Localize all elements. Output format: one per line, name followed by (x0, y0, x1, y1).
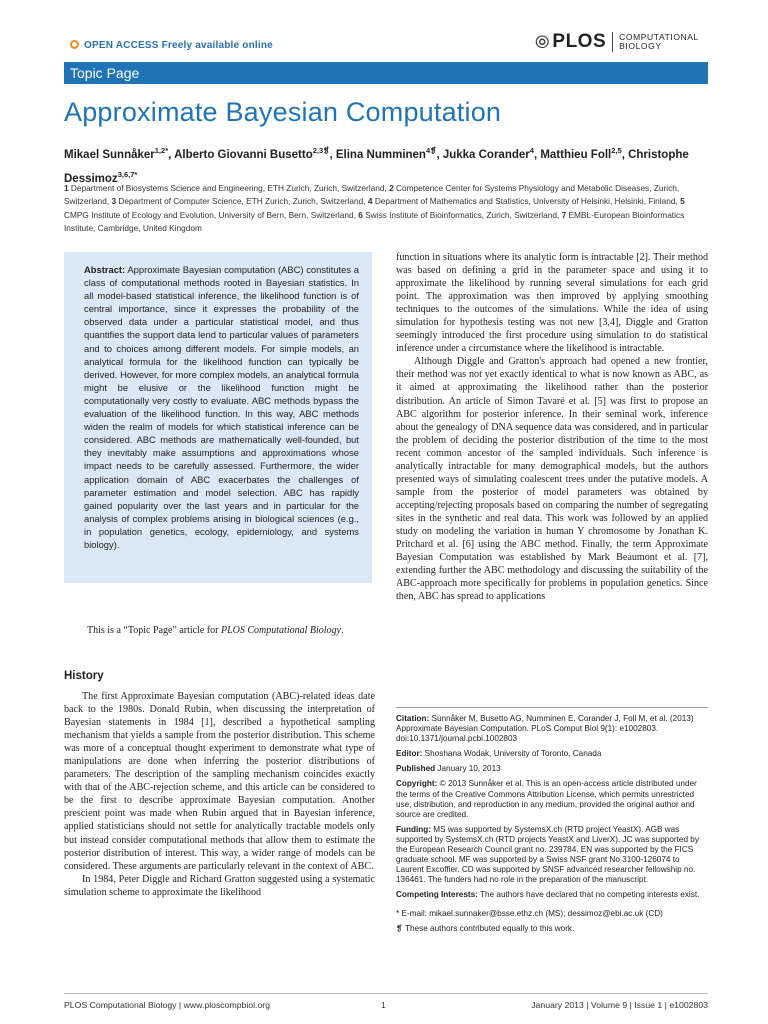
open-access-badge (68, 40, 273, 51)
author-list: Mikael Sunnåker$^{1,2*}$, Alberto Giovanni Busetto$^{2,3❡}$, Elina Numminen$^{4❡}$, Jukka Corander$^4$, Matthieu Foll$^{2,5}$, Christophe Dessimoz$^{3,6,7*}$ (64, 146, 689, 185)
journal-name-line1: COMPUTATIONAL (619, 32, 699, 42)
body-left-column (64, 690, 375, 899)
affiliation-number: 3 (111, 196, 119, 207)
affiliation-text: Swiss Institute of Bioinformatics, Zurich, Switzerland, (365, 209, 562, 220)
abstract-text: Approximate Bayesian computation (ABC) constitutes a class of computational methods rooted in Bayesian statistics. In all model-based statistical inference, the likelihood function is of central importance, since it expresses the probability of the observed data under a particular statistical model, and thus quantifies the support data lend to particular values of parameters and to choices among different models. For simple models, an analytical formula for the likelihood function can typically be derived. However, for more complex models, an analytical formula might be elusive or the likelihood function might be computationally very costly to evaluate. ABC methods bypass the evaluation of the likelihood function. In this way, ABC methods widen the realm of models for which statistical inference can be considered. ABC methods are mathematically well-founded, but they inevitably make assumptions and approximations whose impact needs to be carefully assessed. Furthermore, the wider application domain of ABC exacerbates the challenges of parameter estimation and model selection. ABC has rapidly gained popularity over the last years and in particular for the analysis of complex problems arising in biological sciences (e.g., in population genetics, ecology, epidemiology, and systems biology). (84, 264, 360, 550)
body-paragraph: The first Approximate Bayesian computation (ABC)-related ideas date back to the 1980s. Donald Rubin, when discussing the interpretation of Bayesian statements in 1984 [1], described a hypothetical sampling mechanism that yields a sample from the posterior distribution. This scheme was more of a conceptual thought experiment to demonstrate what type of manipulations are done when inferring the posterior distributions of parameters. The description of the sampling mechanism coincides exactly with that of the ABC-rejection scheme, and this article can be considered to be the first to describe approximate Bayesian computation. Another prescient point was made when Rubin argued that in Bayesian inference, applied statisticians should not settle for analytically tractable models only but instead consider computational methods that allow them to estimate the posterior distribution of interest. This way, a wider range of models can be considered. These arguments are particularly relevant in the context of ABC. (64, 691, 375, 872)
footer-issue: January 2013 | Volume 9 | Issue 1 | e1002803 (531, 1000, 708, 1010)
open-access-label: OPEN ACCESS Freely available online (83, 40, 273, 51)
affiliation-number: 6 (358, 209, 366, 220)
body-paragraph: Although Diggle and Gratton's approach had opened a new frontier, their method was not yet exactly identical to what is now known as ABC, as it aimed at approximating the likelihood rather than the posterior distribution. An article of Simon Tavaré et al. [5] was first to propose an ABC algorithm for posterior inference. In their seminal work, inference about the genealogy of DNA sequence data was considered, and in particular the problem of deciding the posterior distribution of the time to the most recent common ancestor of the sampled individuals. Such inference is analytically intractable for many demographical models, but the authors presented ways of simulating coalescent trees under the putative models. A sample from the posterior of model parameters was obtained by accepting/rejecting proposals based on comparing the number of segregating sites in the synthetic and real data. This work was followed by an applied study on modeling the variation in human Y chromosome by Jonathan K. Pritchard et al. [6] using the ABC method. Finally, the term Approximate Bayesian Computation was established by Mark Beaumont et al. [7], extending further the ABC methodology and discussing the suitability of the ABC-approach more specifically for problems in population genetics. Since then, ABC has spread to applications (396, 356, 708, 603)
plos-logo-icon: ⦾ (535, 31, 550, 52)
page-number: 1 (381, 1000, 386, 1010)
email-contact[interactable]: * E-mail: mikael.sunnaker@bsse.ethz.ch (MS); dessimoz@ebi.ac.uk (CD) (396, 908, 663, 918)
affiliations (64, 182, 708, 235)
affiliation-number: 4 (367, 196, 375, 207)
article-info (396, 707, 708, 939)
plos-name: PLOS (552, 31, 607, 52)
body-right-column (396, 251, 708, 603)
affiliation-text: CMPG Institute of Ecology and Evolution, University of Bern, Bern, Switzerland, (64, 209, 359, 220)
journal-name-line2: BIOLOGY (619, 41, 662, 51)
abstract-label: Abstract: (84, 264, 126, 275)
author-name: Christophe Dessimoz$^{3,6,7*}$ (64, 148, 689, 185)
affiliation-number: 2 (389, 183, 397, 193)
affiliation-number: 1 (64, 183, 71, 193)
section-band (64, 62, 708, 84)
author-name: Jukka Corander$^4$ (442, 146, 534, 161)
affiliation-number: 7 (561, 209, 569, 220)
copyright: Copyright: © 2013 Sunnåker et al. This is an open-access article distributed under the terms of the Creative Commons Attribution License, which permits unrestricted use, distribution, and reproduction in any medium, provided the original author and source are credited. (396, 779, 697, 819)
affiliation-text: Competence Center for Systems Physiology and Metabolic Diseases, Zurich, Switzerland, (64, 183, 680, 207)
open-lock-icon (70, 40, 79, 49)
footer-journal[interactable]: PLOS Computational Biology | www.ploscompbiol.org (64, 1000, 271, 1010)
author-name: Alberto Giovanni Busetto$^{2,3❡}$ (174, 146, 330, 161)
equal-contribution-note: ❡ These authors contributed equally to this work. (396, 923, 575, 933)
body-paragraph: function in situations where its analytic form is intractable [2]. Their method was based on defining a grid in the parameter space and using it to approximate the likelihood by running several simulations for each grid point. The approximation was then improved by applying smoothing techniques to the outcomes of the simulations. While the idea of using simulation for hypothesis testing was not new [3,4], Diggle and Gratton seemingly introduced the first procedure using simulation to do statistical inference under a circumstance where the likelihood is intractable. (396, 252, 708, 355)
history-heading: History (64, 670, 104, 682)
competing-interests: Competing Interests: The authors have declared that no competing interests exist. (396, 890, 700, 900)
author-name: Elina Numminen$^{4❡}$ (335, 146, 437, 161)
editor: Editor: Shoshana Wodak, University of Toronto, Canada (396, 749, 602, 759)
abstract-box (64, 252, 372, 583)
footer-divider (64, 993, 708, 994)
article-title: Approximate Bayesian Computation (64, 97, 502, 127)
funding: Funding: MS was supported by SystemsX.ch (RTD project YeastX). AGB was supported by SystemsX.ch (RTD projects YeastX and LiverX). JC was supported by the European Research Council grant no. 239784. EN was supported by the FICS graduate school. MF was supported by a Swiss NSF grant No 3100-126074 to Laurent Excoffier. CD was supported by SNSF advanced researcher fellowship no. 136461. The funders had no role in the preparation of the manuscript. (396, 824, 699, 885)
author-name: Matthieu Foll$^{2,5}$ (540, 146, 622, 161)
affiliation-number: 5 (680, 196, 685, 207)
affiliation-text: Department of Mathematics and Statistics, University of Helsinki, Helsinki, Finland, (374, 196, 681, 207)
affiliation-text: EMBL-European Bioinformatics Institute, Cambridge, United Kingdom (64, 209, 685, 233)
published-date: Published January 10, 2013 (396, 764, 501, 774)
author-name: Mikael Sunnåker$^{1,2*}$ (64, 146, 169, 161)
affiliation-text: Department of Biosystems Science and Engineering, ETH Zurich, Zurich, Switzerland, (70, 183, 390, 193)
citation: Citation: Sunnåker M, Busetto AG, Numminen E, Corander J, Foll M, et al. (2013) Approximate Bayesian Computation. PLoS Comput Biol 9(1): e1002803. doi:10.1371/journal.pcbi.1002803 (396, 714, 694, 744)
affiliation-text: Department of Computer Science, ETH Zurich, Zurich, Switzerland, (118, 196, 368, 207)
body-paragraph: In 1984, Peter Diggle and Richard Gratton suggested using a systematic simulation scheme to approximate the likelihood (64, 873, 375, 898)
section-label: Topic Page (70, 65, 140, 81)
topic-page-note: This is a “Topic Page” article for PLOS Computational Biology. (87, 625, 344, 636)
plos-logo (535, 30, 699, 54)
